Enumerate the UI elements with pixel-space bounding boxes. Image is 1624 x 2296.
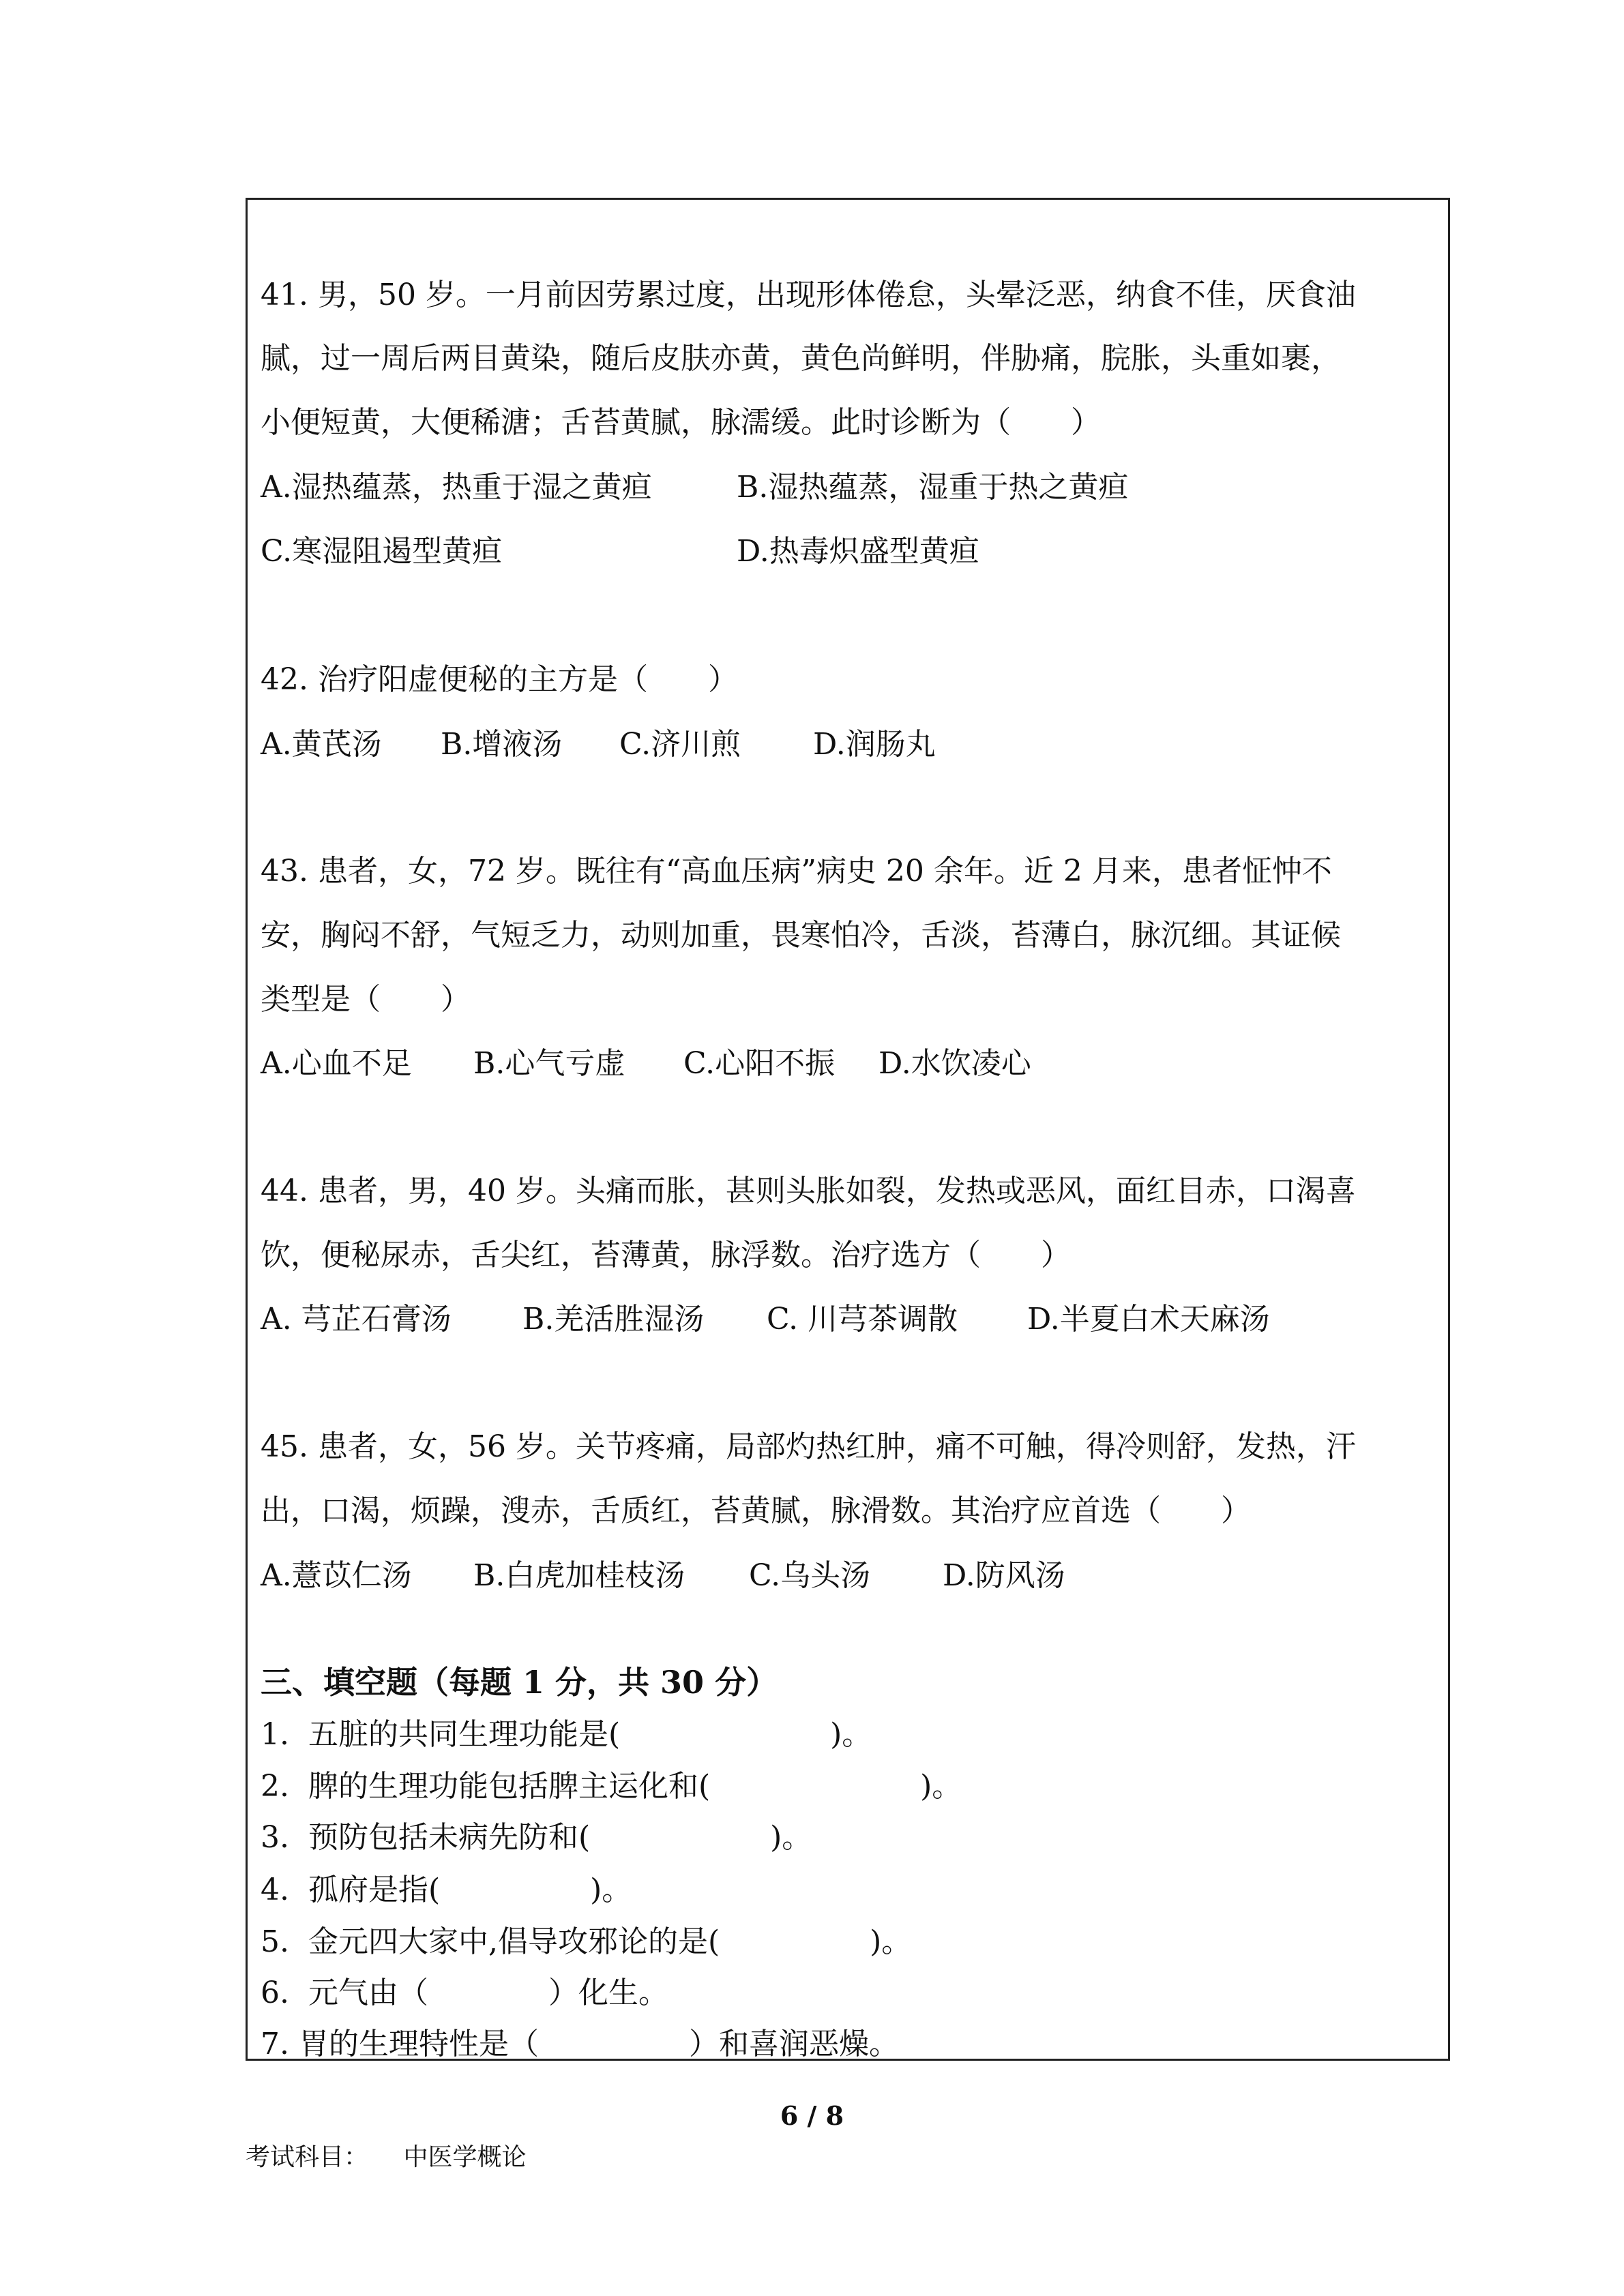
q45-line-1: 45. 患者，女，56 岁。关节疼痛，局部灼热红肿，痛不可触，得冷则舒，发热，汗 [261, 1429, 1356, 1464]
q45-option-d: D.防风汤 [943, 1558, 1065, 1593]
q45-option-b: B.白虎加桂枝汤 [473, 1558, 685, 1593]
q42-option-d: D.润肠丸 [813, 727, 936, 762]
footer-subject-name: 中医学概论 [403, 2143, 527, 2171]
q44-line-2: 饮，便秘尿赤，舌尖红，苔薄黄，脉浮数。治疗选方（ ） [261, 1238, 1071, 1272]
q45-option-a: A.薏苡仁汤 [261, 1558, 412, 1593]
q41-option-a: A.湿热蕴蒸，热重于湿之黄疸 [261, 470, 652, 505]
page-number: 6 / 8 [780, 2100, 844, 2131]
q43-option-d: D.水饮凌心 [879, 1046, 1031, 1081]
q44-option-d: D.半夏白术天麻汤 [1027, 1302, 1270, 1337]
section-title: 三、填空题（每题 1 分，共 30 分） [261, 1664, 778, 1701]
fill-blank-1: 1. 五脏的共同生理功能是( )。 [261, 1717, 872, 1752]
q41-option-c: C.寒湿阻遏型黄疸 [261, 534, 503, 569]
q44-option-c: C. 川芎茶调散 [767, 1302, 958, 1337]
footer-subject-label: 考试科目： [246, 2143, 369, 2171]
footer [246, 2138, 526, 2173]
fill-blank-5: 5. 金元四大家中,倡导攻邪论的是( )。 [261, 1924, 912, 1959]
q43-line-2: 安，胸闷不舒，气短乏力，动则加重，畏寒怕冷，舌淡，苔薄白，脉沉细。其证候 [261, 918, 1341, 953]
q45-option-c: C.乌头汤 [749, 1558, 871, 1593]
q43-line-1: 43. 患者，女，72 岁。既往有“高血压病”病史 20 余年。近 2 月来，患者怔忡不 [261, 854, 1332, 889]
q44-line-1: 44. 患者，男，40 岁。头痛而胀，甚则头胀如裂，发热或恶风，面红目赤，口渴喜 [261, 1174, 1356, 1208]
fill-blank-4: 4. 孤府是指( )。 [261, 1873, 632, 1907]
fill-blank-7: 7. 胃的生理特性是（ ）和喜润恶燥。 [261, 2027, 899, 2061]
q43-option-b: B.心气亏虚 [473, 1046, 625, 1081]
q41-line-3: 小便短黄，大便稀溏；舌苔黄腻，脉濡缓。此时诊断为（ ） [261, 405, 1101, 440]
q41-option-b: B.湿热蕴蒸，湿重于热之黄疸 [737, 470, 1129, 505]
q45-line-2: 出，口渴，烦躁，溲赤，舌质红，苔黄腻，脉滑数。其治疗应首选（ ） [261, 1493, 1251, 1528]
q41-option-d: D.热毒炽盛型黄疸 [737, 534, 979, 569]
q43-option-c: C.心阳不振 [683, 1046, 836, 1081]
q42-option-b: B.增液汤 [441, 727, 563, 762]
q42-option-c: C.济川煎 [619, 727, 741, 762]
fill-blank-3: 3. 预防包括未病先防和( )。 [261, 1820, 812, 1855]
fill-blank-2: 2. 脾的生理功能包括脾主运化和( )。 [261, 1769, 962, 1804]
fill-blank-6: 6. 元气由（ ）化生。 [261, 1976, 668, 2010]
q43-line-3: 类型是（ ） [261, 982, 471, 1017]
q41-line-2: 腻，过一周后两目黄染，随后皮肤亦黄，黄色尚鲜明，伴胁痛，脘胀，头重如裹， [261, 341, 1341, 376]
q43-option-a: A.心血不足 [261, 1046, 412, 1081]
q44-option-a: A. 芎芷石膏汤 [261, 1302, 452, 1337]
q42-option-a: A.黄芪汤 [261, 727, 382, 762]
q41-line-1: 41. 男，50 岁。一月前因劳累过度，出现形体倦怠，头晕泛恶，纳食不佳，厌食油 [261, 278, 1356, 312]
q42-line-1: 42. 治疗阳虚便秘的主方是（ ） [261, 662, 738, 697]
q44-option-b: B.羌活胜湿汤 [522, 1302, 705, 1337]
